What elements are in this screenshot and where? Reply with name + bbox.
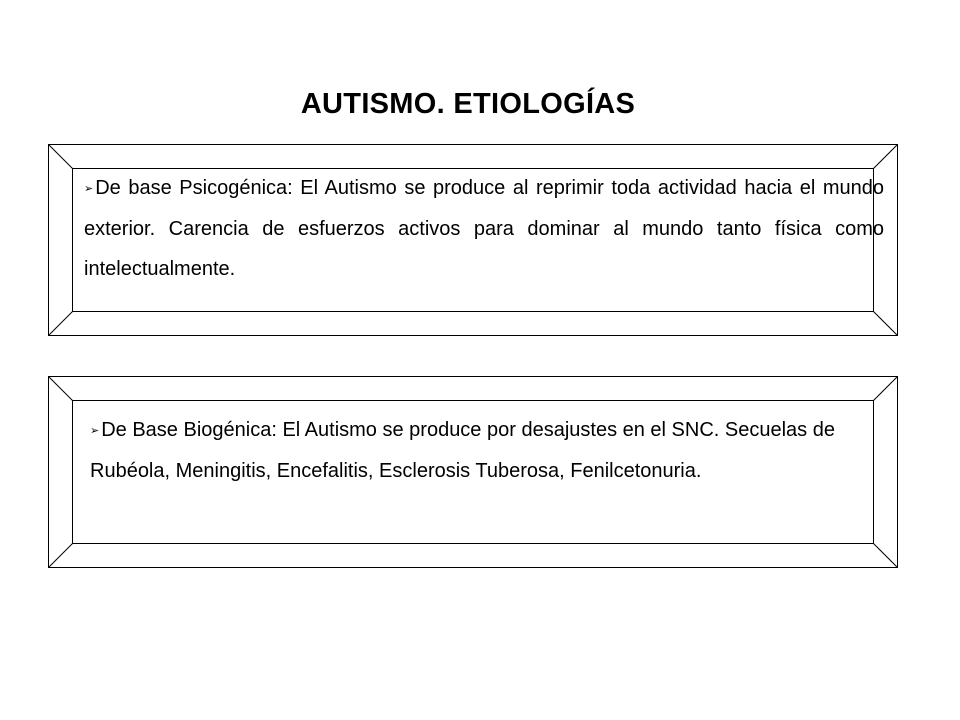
box-text: [84, 168, 884, 289]
slide-title: AUTISMO. ETIOLOGÍAS: [300, 88, 636, 120]
etiology-box-biogenic: [48, 376, 898, 568]
arrow-bullet-icon: ➢: [90, 425, 100, 437]
etiology-box-psychogenic: [48, 144, 898, 336]
box-text: [90, 410, 880, 491]
biogenic-text: De Base Biogénica: El Autismo se produce por desajustes en el SNC. Secuelas de Rubéola, Meningitis, Encefalitis, Esclerosis Tuberosa, Fenilcetonuria.: [90, 419, 835, 482]
psychogenic-text: De base Psicogénica: El Autismo se produce al reprimir toda actividad hacia el mundo exterior. Carencia de esfuerzos activos para dominar al mundo tanto física como intelectualmente.: [84, 177, 884, 280]
arrow-bullet-icon: ➢: [84, 183, 94, 195]
